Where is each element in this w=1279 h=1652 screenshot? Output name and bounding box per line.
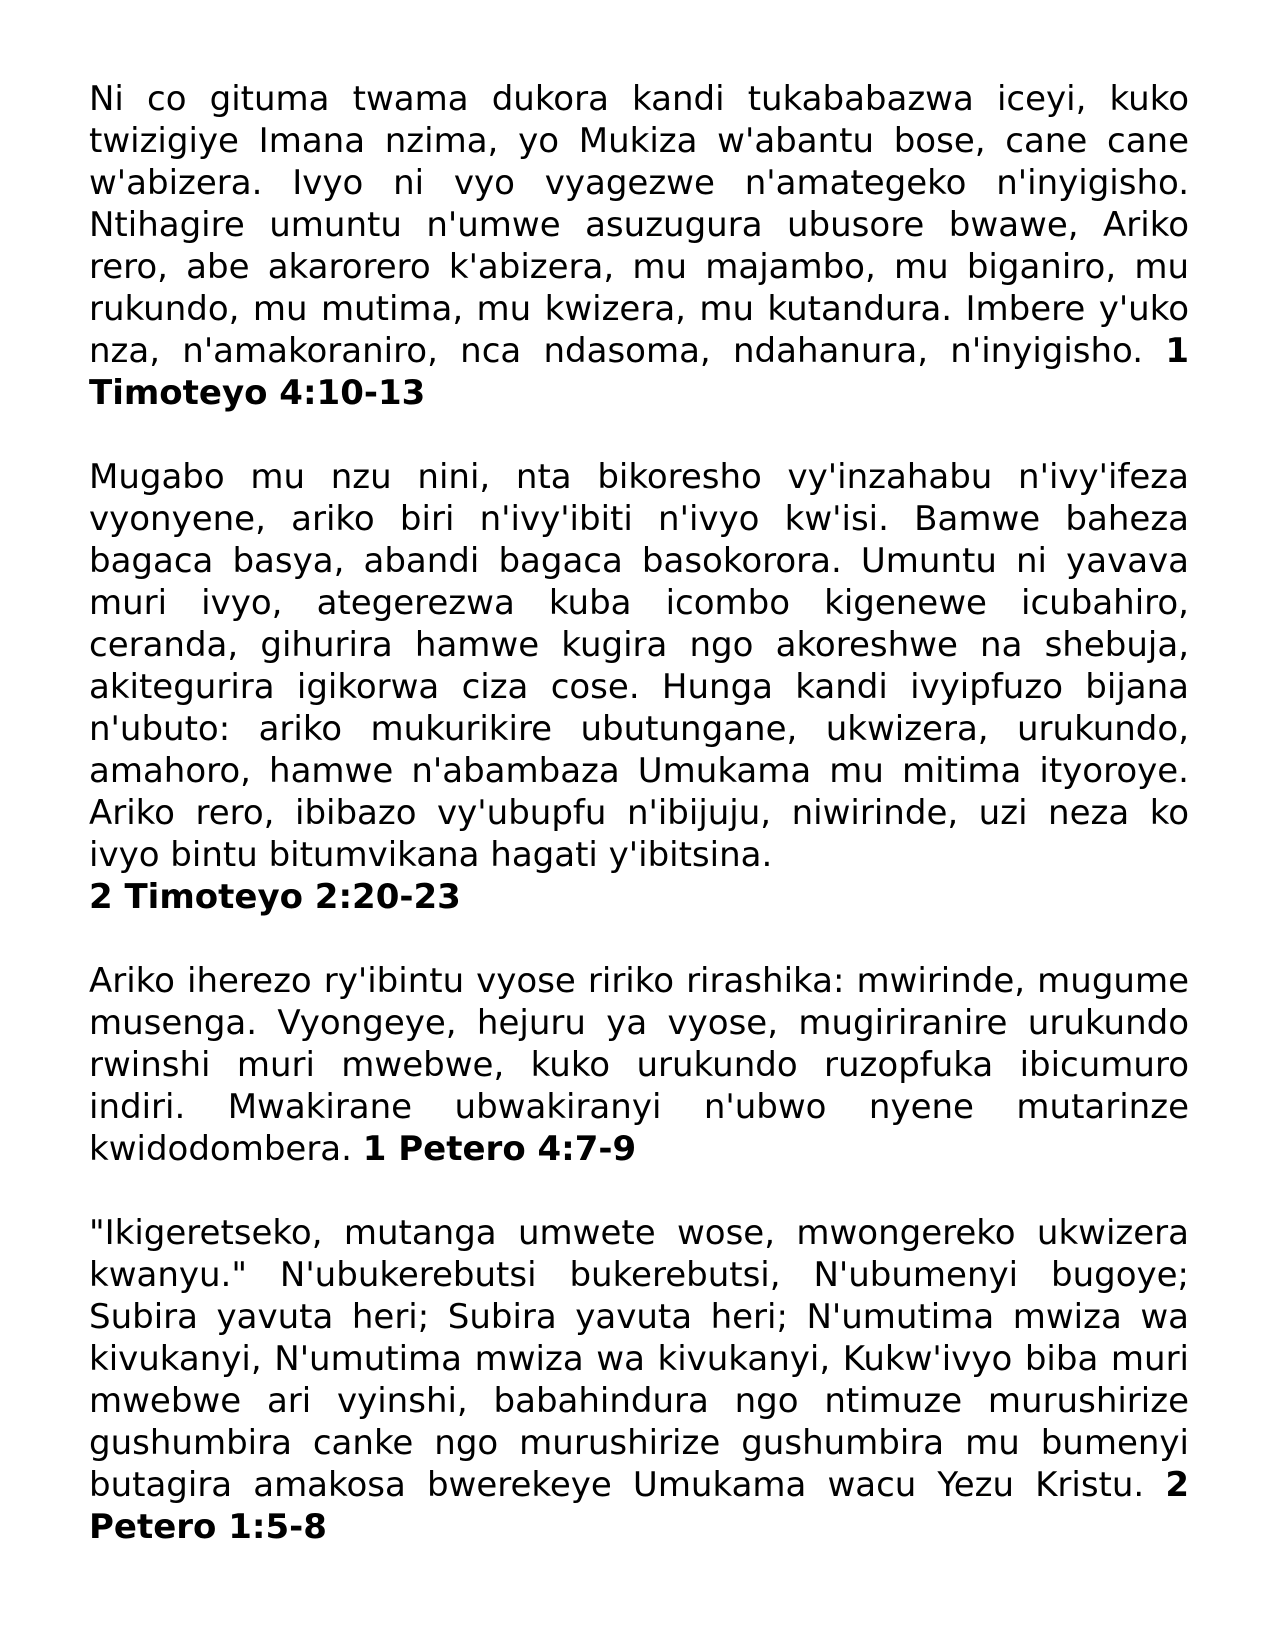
scripture-reference: 1 Petero 4:7-9 [362, 1129, 637, 1169]
passage-3 [89, 960, 1189, 1170]
passage-text: Mugabo mu nzu nini, nta bikoresho vy'inzahabu n'ivy'ifeza vyonyene, ariko biri n'ivy'ibiti n'ivyo kw'isi. Bamwe baheza bagaca basya, abandi bagaca basokorora. Umuntu ni yavava muri ivyo, ategerezwa kuba icombo kigenewe icubahiro, ceranda, gihurira hamwe kugira ngo akoreshwe na shebuja, akitegurira igikorwa ciza cose. Hunga kandi ivyipfuzo bijana n'ubuto: ariko mukurikire ubutungane, ukwizera, urukundo, amahoro, hamwe n'abambaza Umukama mu mitima ityoroye. Ariko rero, ibibazo vy'ubupfu n'ibijuju, niwirinde, uzi neza ko ivyo bintu bitumvikana hagati y'ibitsina. [89, 457, 1189, 875]
passage-4 [89, 1212, 1189, 1548]
passage-1 [89, 78, 1189, 414]
passage-text: Ariko iherezo ry'ibintu vyose ririko rirashika: mwirinde, mugume musenga. Vyongeye, hejuru ya vyose, mugiriranire urukundo rwinshi muri mwebwe, kuko urukundo ruzopfuka ibicumuro indiri. Mwakirane ubwakiranyi n'ubwo nyene mutarinze kwidodombera. [89, 961, 1189, 1169]
passage-text: "Ikigeretseko, mutanga umwete wose, mwongereko ukwizera kwanyu." N'ubukerebutsi bukerebutsi, N'ubumenyi bugoye; Subira yavuta heri; Subira yavuta heri; N'umutima mwiza wa kivukanyi, N'umutima mwiza wa kivukanyi, Kukw'ivyo biba muri mwebwe ari vyinshi, babahindura ngo ntimuze murushirize gushumbira canke ngo murushirize gushumbira mu bumenyi butagira amakosa bwerekeye Umukama wacu Yezu Kristu. [89, 1213, 1189, 1505]
passage-text: Ni co gituma twama dukora kandi tukababazwa iceyi, kuko twizigiye Imana nzima, yo Mukiza w'abantu bose, cane cane w'abizera. Ivyo ni vyo vyagezwe n'amategeko n'inyigisho. Ntihagire umuntu n'umwe asuzugura ubusore bwawe, Ariko rero, abe akarorero k'abizera, mu majambo, mu biganiro, mu rukundo, mu mutima, mu kwizera, mu kutandura. Imbere y'uko nza, n'amakoraniro, nca ndasoma, ndahanura, n'inyigisho. [89, 79, 1189, 371]
document-page [89, 78, 1189, 1590]
scripture-reference: 2 Petero 1:5-8 [89, 1465, 1189, 1547]
passage-2 [89, 456, 1189, 918]
scripture-reference: 1 Timoteyo 4:10-13 [89, 331, 1190, 413]
scripture-reference: 2 Timoteyo 2:20-23 [89, 877, 461, 917]
